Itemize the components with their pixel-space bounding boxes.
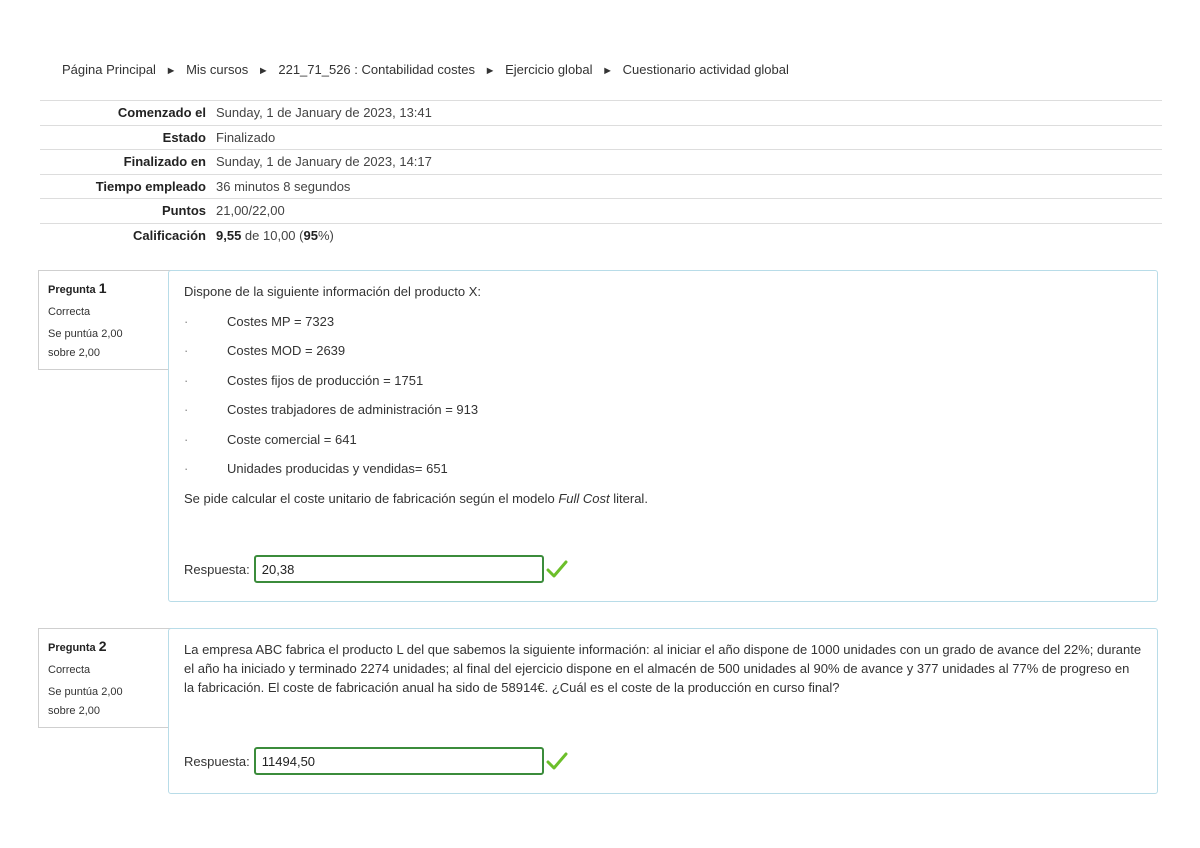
list-item-text: Unidades producidas y vendidas= 651: [227, 461, 448, 476]
ask-italic: Full Cost: [558, 490, 610, 506]
question-grade: [48, 325, 170, 363]
answer-label: Respuesta:: [184, 561, 250, 577]
question-content: [168, 628, 1158, 794]
list-item: [184, 454, 1142, 484]
check-icon: [546, 558, 568, 580]
summary-label: Finalizado en: [123, 154, 206, 170]
summary-row-time: [40, 174, 1162, 199]
bullet-icon: ·: [184, 402, 189, 417]
question-number: 1: [98, 280, 107, 296]
question-2: [38, 628, 1162, 794]
bullet-icon: ·: [184, 343, 189, 358]
summary-row-grade: [40, 223, 1162, 248]
check-icon: [546, 750, 568, 772]
list-item: [184, 366, 1142, 396]
question-number: 2: [98, 638, 107, 654]
question-1: [38, 270, 1162, 602]
summary-row-state: [40, 125, 1162, 150]
answer-input[interactable]: 20,38: [254, 555, 544, 583]
summary-value: 36 minutos 8 segundos: [216, 178, 351, 194]
list-item: [184, 395, 1142, 425]
answer-row: [184, 747, 568, 775]
question-ask: [184, 484, 1142, 514]
grade-line: sobre 2,00: [48, 705, 100, 717]
breadcrumb-separator-icon: ►: [484, 65, 496, 77]
answer-label: Respuesta:: [184, 753, 250, 769]
question-info: [38, 270, 171, 370]
question-label: Pregunta: [48, 642, 96, 654]
answer-row: [184, 555, 568, 583]
grade-mid: de 10,00 (: [241, 228, 304, 243]
question-text: [169, 271, 1157, 513]
list-item-text: Costes MP = 7323: [227, 313, 335, 329]
breadcrumb-separator-icon: ►: [257, 65, 269, 77]
breadcrumb-course-link[interactable]: 221_71_526 : Contabilidad costes: [278, 62, 475, 77]
question-paragraph: La empresa ABC fabrica el producto L del que sabemos la siguiente información: al iniciar el año dispone de 1000 unidades con un grado de avance del 22%; durante el año ha iniciado y terminado 2274 unidades; al final del ejercicio dispone en el almacén de 500 unidades al 90% de avance y 377 unidades al 77% de progreso en la fabricación. El coste de fabricación anual ha sido de 58914€. ¿Cuál es el coste de la producción en curso final?: [184, 642, 1142, 695]
grade-score: 9,55: [216, 228, 242, 243]
breadcrumb-separator-icon: ►: [602, 65, 614, 77]
summary-value: Sunday, 1 de January de 2023, 14:17: [216, 154, 432, 170]
question-text: [169, 629, 1157, 697]
question-info: [38, 628, 171, 728]
summary-value: Sunday, 1 de January de 2023, 13:41: [216, 105, 432, 121]
summary-label: Puntos: [161, 203, 206, 219]
bullet-icon: ·: [184, 461, 189, 476]
list-item-text: Costes trabjadores de administración = 913: [227, 402, 479, 417]
breadcrumb-exercise-link[interactable]: Ejercicio global: [505, 62, 593, 77]
grade-line: Se puntúa 2,00: [48, 686, 123, 698]
list-item-text: Costes fijos de producción = 1751: [227, 372, 424, 388]
list-item: [184, 307, 1142, 337]
summary-value: 21,00/22,00: [216, 203, 285, 219]
grade-line: Se puntúa 2,00: [48, 328, 123, 340]
bullet-icon: ·: [184, 313, 189, 329]
bullet-icon: ·: [184, 431, 189, 447]
list-item: [184, 336, 1142, 366]
summary-label: Tiempo empleado: [95, 178, 206, 194]
grade-end: %): [317, 228, 334, 243]
summary-value: [212, 223, 1162, 248]
breadcrumb-my-courses-link[interactable]: Mis cursos: [186, 62, 249, 77]
breadcrumb-quiz-link[interactable]: Cuestionario actividad global: [622, 62, 789, 77]
grade-line: sobre 2,00: [48, 347, 100, 359]
attempt-summary-table: [40, 100, 1162, 248]
summary-label: Comenzado el: [117, 105, 206, 121]
summary-label: Calificación: [133, 228, 206, 243]
answer-input[interactable]: 11494,50: [254, 747, 544, 775]
summary-row-finished: [40, 150, 1162, 175]
question-intro: Dispone de la siguiente información del producto X:: [184, 284, 482, 299]
summary-row-started: [40, 101, 1162, 126]
summary-row-points: [40, 199, 1162, 224]
breadcrumb: [62, 62, 789, 77]
list-item-text: Costes MOD = 2639: [227, 343, 346, 358]
summary-label: Estado: [162, 129, 206, 145]
list-item: [184, 425, 1142, 455]
breadcrumb-home-link[interactable]: Página Principal: [62, 62, 156, 77]
question-content: [168, 270, 1158, 602]
list-item-text: Coste comercial = 641: [227, 431, 357, 447]
question-grade: [48, 683, 170, 721]
breadcrumb-separator-icon: ►: [165, 65, 177, 77]
question-state: Correcta: [48, 664, 91, 676]
ask-text: literal.: [609, 490, 648, 506]
question-label: Pregunta: [48, 284, 96, 296]
summary-value: Finalizado: [216, 129, 276, 145]
grade-percent: 95: [303, 228, 318, 243]
question-state: Correcta: [48, 306, 91, 318]
bullet-icon: ·: [184, 372, 189, 388]
ask-text: Se pide calcular el coste unitario de fabricación según el modelo: [184, 490, 559, 506]
